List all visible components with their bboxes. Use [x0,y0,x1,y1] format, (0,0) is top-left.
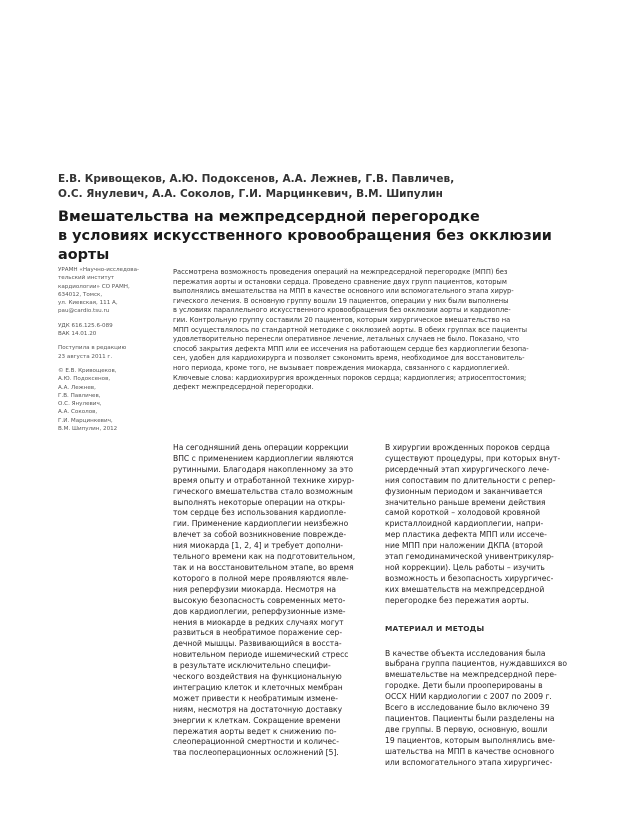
text-line: 634012, Томск, [58,291,103,298]
text-line: новительном периоде ишемический стресс [173,650,349,660]
text-line: две группы. В первую, основную, вошли [385,724,548,734]
text-line: УРАМН «Научно-исследова- [58,267,140,273]
text-line: В.М. Шипулин, 2012 [58,426,118,433]
text-line: значительно раньше времени действия [385,497,546,507]
text-line: которого в полной мере проявляются явле- [173,573,349,583]
text-line: рутинными. Благодаря накопленному за это [173,464,354,474]
text-line: выбрана группа пациентов, нуждавшихся во [385,659,568,669]
sidebar-info [58,266,158,439]
text-line: мер пластика дефекта МПП или иссече- [385,530,547,540]
text-line: ние МПП при наложении ДКПА (второй [385,541,543,551]
text-line: кристаллоидной кардиоплегии, напри- [385,519,544,529]
text-line: рисердечный этап хирургического лече- [385,464,550,474]
text-line: самой короткой – холодовой кровяной [385,508,541,518]
text-line: гии. Контрольную группу составили 20 пациентов, которым хирургическое вмешательство на [173,315,511,324]
text-line: ния сопоставим по длительности с репер- [385,475,556,485]
text-line: гического лечения. В основную группу вошли 19 пациентов, операции у них были выполнены [173,296,509,305]
text-line: нения в миокарде в редких случаях могут [173,617,344,627]
text-line: городке. Дети были прооперированы в [385,681,543,691]
title-line: в условиях искусственного кровообращения без окклюзии аорты [58,228,552,263]
abstract [173,268,583,393]
text-line: А.А. Лежнев, [58,384,96,391]
text-line: А.А. Соколов, [58,409,98,416]
text-line: ния реперфузии миокарда. Несмотря на [173,584,337,594]
text-line: дефект межпредсердной перегородки. [173,383,314,392]
text-line: в результате исключительно специфи- [173,661,331,671]
text-line: ческого воздействия на функциональную [173,672,342,682]
text-line: В хирургии врожденных пороков сердца [385,443,550,452]
text-line: тельский институт [58,275,115,282]
body-column-left [173,443,371,759]
text-line: слеоперационной смертности и количес- [173,737,339,747]
text-line: выполнялись вмешательства на МПП в качестве основного или вспомогательного этапа хирур- [173,287,514,296]
text-line: может привести к необратимым измене- [173,693,338,703]
text-line: гии. Применение кардиоплегии неизбежно [173,519,349,529]
udk [58,322,158,339]
text-line: ной коррекции). Цель работы – изучить [385,562,545,572]
text-line: В качестве объекта исследования была [385,648,546,658]
text-line: ниям, несмотря на достаточную доставку [173,704,343,714]
body-column-right [385,443,585,768]
copyright [58,367,158,433]
text-line: развиться в необратимое поражение сер- [173,628,343,638]
text-line: том сердце без использования кардиопле- [173,508,347,518]
text-line: выполнять некоторые операции на откры- [173,497,346,507]
text-line: На сегодняшний день операции коррекции [173,443,349,452]
text-line: так и на восстановительном этапе, во время [173,562,354,572]
text-line: пережатия аорты и остановки сердца. Проведено сравнение двух групп пациентов, которым [173,277,507,286]
text-line: этап гемодинамической унивентрикуляр- [385,552,554,562]
text-line: О.С. Янулевич, [58,401,102,408]
text-line: пациентов. Пациенты были разделены на [385,713,555,723]
text-line: УДК 616.125.6-089 [58,322,113,329]
text-line: © Е.В. Кривощеков, [58,367,117,374]
text-line: интеграцию клеток и клеточных мембран [173,682,343,692]
text-line: гического вмешательства стало возможным [173,486,353,496]
text-line: ОССХ НИИ кардиологии с 2007 по 2009 г. [385,692,552,702]
text-line: А.Ю. Подоксенов, [58,376,111,383]
text-line: высокую безопасность современных мето- [173,595,346,605]
text-line: способ закрытия дефекта МПП или ее иссечения на работающем сердце без кардиоплегии безопа- [173,344,529,353]
text-line: фузионным периодом и заканчивается [385,486,543,496]
text-line: ния миокарда [1, 2, 4] и требует дополни- [173,541,344,551]
text-line: перегородке без пережатия аорты. [385,595,529,605]
text-line: Ключевые слова: кардиохирургия врожденных пороков сердца; кардиоплегия; атриосептостомия; [173,373,527,382]
text-line: в условиях параллельного искусственного кровообращения без окклюзии аорты и кардиопле- [173,306,511,315]
text-line: 23 августа 2011 г. [58,353,113,360]
authors-line: Е.В. Кривощеков, А.Ю. Подоксенов, А.А. Лежнев, Г.В. Павличев, [58,173,455,185]
section-heading: МАТЕРИАЛ И МЕТОДЫ [385,623,485,633]
affiliation [58,266,158,316]
text-line: пережатия аорты ведет к снижению по- [173,726,337,736]
paragraph [385,649,585,769]
text-line: тва послеоперационных осложнений [5]. [173,748,339,758]
text-line: ВПС с применением кардиоплегии являются [173,453,354,463]
text-line: вмешательстве на межпредсердной пере- [385,670,557,680]
text-line: ких вмешательств на межпредсердной [385,584,545,594]
text-line: время опыту и отработанной технике хирур- [173,475,355,485]
paragraph [385,443,585,607]
text-line: энергии к клеткам. Сокращение времени [173,715,341,725]
text-line: дов кардиоплегии, реперфузионные изме- [173,606,346,616]
text-line: сен, удобен для кардиохирурга и позволяет сэкономить время, необходимое для восстановитель- [173,354,525,363]
article-title [58,208,598,265]
text-line: удовлетворительно перенесли оперативное лечение, летальных случаев не было. Показано, что [173,335,520,344]
text-line: Поступила в редакцию [58,345,127,352]
text-line: существуют процедуры, при которых внут- [385,453,561,463]
text-line: Рассмотрена возможность проведения операций на межпредсердной перегородке (МПП) без [173,268,508,276]
title-line: Вмешательства на межпредсердной перегородке [58,209,480,225]
received-date [58,344,158,361]
authors-line: О.С. Янулевич, А.А. Соколов, Г.И. Марцинкевич, В.М. Шипулин [58,188,443,200]
text-line: Г.В. Павличев, [58,392,101,399]
text-line: шательства на МПП в качестве основного [385,746,555,756]
text-line: дечной мышцы. Развивающийся в восста- [173,639,342,649]
text-line: кардиологии» СО РАМН, [58,283,130,290]
authors [58,172,598,202]
text-line: ного периода, кроме того, не вызывает повреждения миокарда, связанного с кардиоплегией. [173,363,510,372]
text-line: возможность и безопасность хирургичес- [385,573,554,583]
text-line: или вспомогательного этапа хирургичес- [385,757,553,767]
paragraph [173,443,371,759]
text-line: pau@cardio.tsu.ru [58,308,110,315]
text-line: влечет за собой возникновение поврежде- [173,530,347,540]
text-line: ВАК 14.01.20 [58,331,97,338]
text-line: Г.И. Марцинкевич, [58,417,113,424]
text-line: ул. Киевская, 111 А, [58,300,118,307]
text-line: МПП осуществлялось по стандартной методике с окклюзией аорты. В обеих группах все пациенты [173,325,528,334]
text-line: тельного времени как на подготовительном, [173,552,356,562]
text-line: Всего в исследование было включено 39 [385,703,550,713]
text-line: 19 пациентов, которым выполнялись вме- [385,735,556,745]
